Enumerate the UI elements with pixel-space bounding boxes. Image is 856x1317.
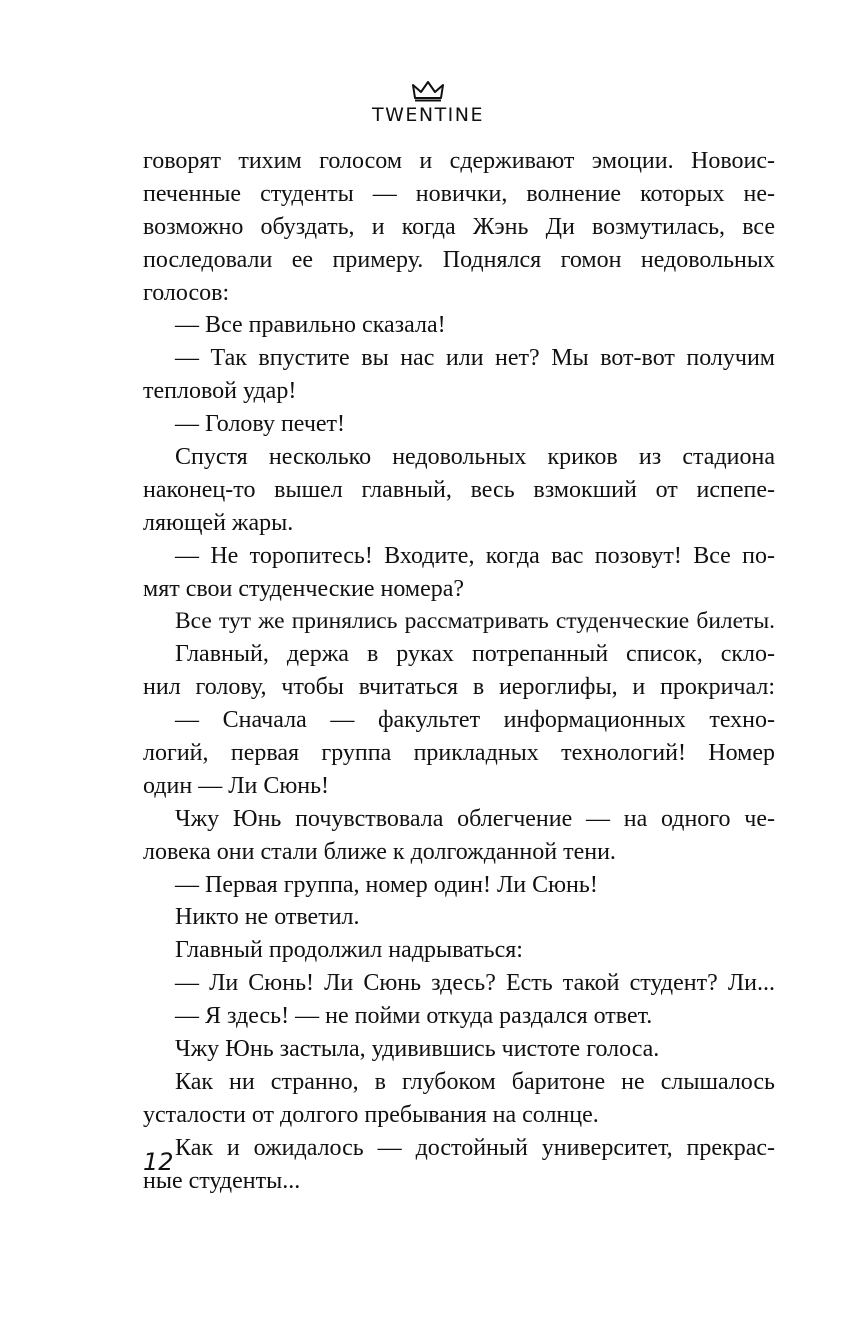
brand-logo-text: TWENTINE [371,104,485,126]
text-line: наконец-то вышел главный, весь взмокший от испепе- [143,476,775,503]
text-line: — Сначала — факультет информационных техно- [175,707,775,734]
text-line: голосов: [143,279,230,306]
text-line: — Все правильно сказала! [175,312,446,339]
text-line: печенные студенты — новички, волнение которых не- [143,180,775,207]
page-header [0,80,856,126]
text-line: — Голову печет! [175,411,346,438]
text-line: усталости от долгого пребывания на солнце. [143,1101,599,1128]
text-line: Чжу Юнь застыла, удивившись чистоте голоса. [175,1036,660,1063]
text-line: логий, первая группа прикладных технологий! Номер [143,740,775,767]
text-line: последовали ее примеру. Поднялся гомон недовольных [143,246,775,273]
text-line: ловека они стали ближе к долгожданной тени. [143,838,616,865]
text-line: Чжу Юнь почувствовала облегчение — на одного че- [175,805,775,832]
text-line: нил голову, чтобы вчитаться в иероглифы, и прокричал: [143,674,775,701]
page-number: 12 [143,1148,174,1176]
text-line: — Не торопитесь! Входите, когда вас позовут! Все по- [175,542,775,569]
text-line: — Так впустите вы нас или нет? Мы вот-вот получим [175,345,775,372]
text-line: Главный, держа в руках потрепанный список, скло- [175,641,775,668]
body-text [143,145,775,1198]
text-line: — Я здесь! — не пойми откуда раздался ответ. [175,1003,653,1030]
text-line: тепловой удар! [143,378,297,405]
text-line: Как ни странно, в глубоком баритоне не слышалось [175,1068,775,1095]
text-line: Главный продолжил надрываться: [175,937,523,964]
text-line: говорят тихим голосом и сдерживают эмоции. Новоис- [143,148,775,174]
text-line: мят свои студенческие номера? [143,575,465,602]
text-line: — Первая группа, номер один! Ли Сюнь! [175,871,598,898]
text-line: один — Ли Сюнь! [143,772,330,799]
text-line: ляющей жары. [143,509,294,536]
text-line: Все тут же принялись рассматривать студенческие билеты. [175,608,775,635]
text-line: Как и ожидалось — достойный университет, прекрас- [175,1134,775,1161]
text-line: Никто не ответил. [175,904,360,931]
crown-icon [411,80,445,102]
text-line: — Ли Сюнь! Ли Сюнь здесь? Есть такой студент? Ли... [175,970,775,997]
text-line: ные студенты... [143,1167,301,1194]
text-line: возможно обуздать, и когда Жэнь Ди возмутилась, все [143,213,775,240]
text-line: Спустя несколько недовольных криков из стадиона [175,444,775,471]
